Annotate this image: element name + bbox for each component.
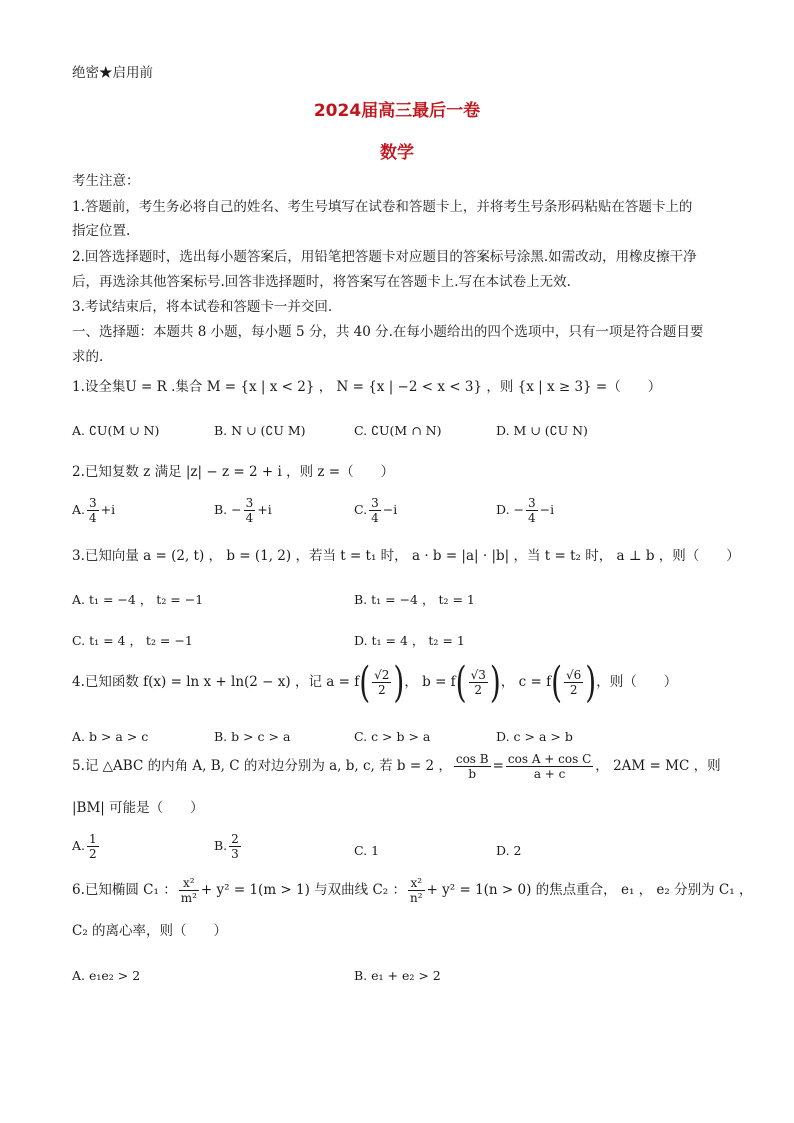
q6-stem: 6.已知椭圆 C₁ ： $\frac{\text{x²}}{\text{m²}}$ + y² = 1(m > 1) 与双曲线 C₂ ： $\frac{\text{x²}}{\text{n²}}$ + y² = 1(n > 0) 的焦点重合， e₁ ， e₂ 分别为 C₁ ， xyxy=(72,876,753,905)
q5-option-b: B. $\frac{2}{3}$ xyxy=(214,832,239,861)
q3-option-c: C. t₁ = 4 ， t₂ = −1 xyxy=(72,633,193,648)
q1-stem: 1.设全集U = R .集合 M = {x | x < 2} ， N = {x | −2 < x < 3} ，则 {x | x ≥ 3} =（ ） xyxy=(72,379,662,395)
q4-option-d: D. c > a > b xyxy=(496,729,573,744)
q5-option-d: D. 2 xyxy=(496,843,522,858)
notice-item2-line2: 后，再选涂其他答案标号.回答非选择题时，将答案写在答题卡上.写在本试卷上无效. xyxy=(72,274,571,290)
q6-stem-line2: C₂ 的离心率，则（ ） xyxy=(72,923,228,939)
q5-option-c: C. 1 xyxy=(354,843,380,858)
q1-option-d: D. M ∪ (∁U N) xyxy=(496,423,588,438)
q1-option-a: A. ∁U(M ∪ N) xyxy=(72,423,160,438)
q6-option-b: B. e₁ + e₂ > 2 xyxy=(354,968,441,983)
q3-option-d: D. t₁ = 4 ， t₂ = 1 xyxy=(354,633,465,648)
q4-option-a: A. b > a > c xyxy=(72,729,149,744)
q4-option-b: B. b > c > a xyxy=(214,729,291,744)
q4-stem: 4.已知函数 f(x) = ln x + ln(2 − x) ，记 a = f( $\frac{√2}{2}$ )， b = f( $\frac{√3}{2}$ )， c = f( $\frac{√6}{2}$ )，则（ ） xyxy=(72,657,678,707)
q5-stem-line2: |BM| 可能是（ ） xyxy=(72,800,204,816)
exam-title: 2024届高三最后一卷 xyxy=(313,101,481,121)
q3-stem: 3.已知向量 a = (2, t) ， b = (1, 2) ，若当 t = t₁ 时， a · b = |a| · |b| ，当 t = t₂ 时， a ⊥ b ，则（ ） xyxy=(72,548,740,564)
q4-option-c: C. c > b > a xyxy=(354,729,431,744)
q2-option-c: C. $\frac{3}{4}$ −i xyxy=(354,496,398,525)
q3-option-a: A. t₁ = −4 ， t₂ = −1 xyxy=(72,592,204,607)
section1-line1: 一、选择题：本题共 8 小题，每小题 5 分，共 40 分.在每小题给出的四个选项中，只有一项是符合题目要 xyxy=(72,324,704,340)
q5-option-a: A. $\frac{1}{2}$ xyxy=(72,832,97,861)
section1-line2: 求的. xyxy=(72,349,104,365)
q1-option-b: B. N ∪ (∁U M) xyxy=(214,423,306,438)
q2-option-a: A. $\frac{3}{4}$ +i xyxy=(72,496,116,525)
notice-item1-line1: 1.答题前，考生务必将自己的姓名、考生号填写在试卷和答题卡上，并将考生号条形码粘贴在答题卡上的 xyxy=(72,199,693,215)
notice-item3: 3.考试结束后，将本试卷和答题卡一并交回. xyxy=(72,299,333,315)
notice-heading: 考生注意： xyxy=(72,173,140,189)
notice-item1-line2: 指定位置. xyxy=(72,223,131,239)
q3-option-b: B. t₁ = −4 ， t₂ = 1 xyxy=(354,592,475,607)
q5-stem: 5.记 △ABC 的内角 A, B, C 的对边分别为 a, b, c, 若 b = 2 ， $\frac{\text{cos B}}{b}$ = $\frac{\text{cos A + cos C}}{a + c}$ ， 2AM = MC ，则 xyxy=(72,752,721,781)
q6-option-a: A. e₁e₂ > 2 xyxy=(72,968,141,983)
q2-stem: 2.已知复数 z 满足 |z| − z = 2 + i ，则 z =（ ） xyxy=(72,464,395,480)
subject-title: 数学 xyxy=(380,143,414,163)
q2-option-d: D. − $\frac{3}{4}$ −i xyxy=(496,496,555,525)
q2-option-b: B. − $\frac{3}{4}$ +i xyxy=(214,496,272,525)
q1-option-c: C. ∁U(M ∩ N) xyxy=(354,423,442,438)
secret-label: 绝密★启用前 xyxy=(72,65,153,81)
notice-item2-line1: 2.回答选择题时，选出每小题答案后，用铅笔把答题卡对应题目的答案标号涂黑.如需改动，用橡皮擦干净 xyxy=(72,249,697,265)
